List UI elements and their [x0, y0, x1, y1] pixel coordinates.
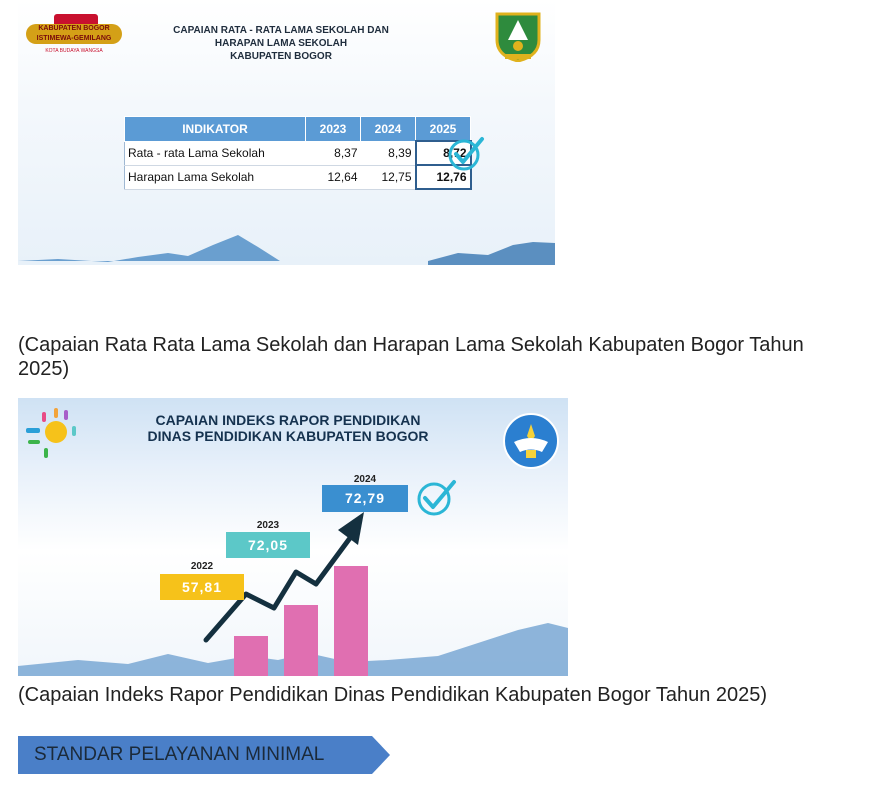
table-header-row [125, 117, 471, 142]
infographic-title [146, 24, 416, 63]
kabupaten-bogor-logo [22, 14, 132, 64]
infographic-education-duration [18, 0, 555, 265]
title-line-3: KABUPATEN BOGOR [230, 51, 332, 62]
header-2025: 2025 [416, 117, 471, 142]
caption-education-index: (Capaian Indeks Rapor Pendidikan Dinas Pendidikan Kabupaten Bogor Tahun 2025) [18, 684, 768, 706]
cell-2024: 12,75 [361, 165, 416, 189]
title-line-1: CAPAIAN RATA - RATA LAMA SEKOLAH DAN [173, 25, 389, 36]
mountain-silhouette-decoration [18, 225, 555, 265]
value-box-2024: 72,79 [322, 485, 408, 512]
table-row [125, 165, 471, 189]
bar-2022 [234, 636, 268, 676]
logo-motto: ISTIMEWA-GEMILANG [36, 35, 112, 42]
caption-education-duration: (Capaian Rata Rata Lama Sekolah dan Harapan Lama Sekolah Kabupaten Bogor Tahun 2025) [18, 334, 804, 380]
infographic-education-index [18, 398, 568, 676]
title-line-2: DINAS PENDIDIKAN KABUPATEN BOGOR [147, 428, 429, 444]
indicator-table [124, 116, 472, 190]
header-2023: 2023 [306, 117, 361, 142]
section-heading-text: STANDAR PELAYANAN MINIMAL [34, 744, 325, 765]
cell-2023: 12,64 [306, 165, 361, 189]
value-box-2022: 57,81 [160, 574, 244, 600]
header-indikator: INDIKATOR [125, 117, 306, 142]
logo-tagline: KOTA BUDAYA WANGSA [45, 48, 103, 54]
row-label: Harapan Lama Sekolah [125, 165, 306, 189]
bogor-regency-emblem-icon [493, 10, 543, 62]
year-label-2023: 2023 [256, 520, 280, 531]
crown-icon [54, 14, 98, 24]
check-circle-icon [446, 135, 486, 171]
row-label: Rata - rata Lama Sekolah [125, 141, 306, 165]
year-label-2022: 2022 [190, 561, 214, 572]
value-box-2023: 72,05 [226, 532, 310, 558]
header-2024: 2024 [361, 117, 416, 142]
bar-2023 [284, 605, 318, 676]
cell-2023: 8,37 [306, 141, 361, 165]
table-row [125, 141, 471, 165]
check-circle-icon [414, 478, 458, 516]
cell-2024: 8,39 [361, 141, 416, 165]
cell-2025: 12,76 [416, 165, 471, 189]
cell-2025: 8,72 [416, 141, 471, 165]
logo-top-text: KABUPATEN BOGOR [38, 25, 110, 32]
title-line-2: HARAPAN LAMA SEKOLAH [214, 38, 348, 49]
title-line-1: CAPAIAN INDEKS RAPOR PENDIDIKAN [155, 412, 421, 428]
logo-ribbon [26, 24, 122, 44]
year-label-2024: 2024 [353, 474, 377, 485]
section-heading [18, 736, 390, 774]
bar-2024 [334, 566, 368, 676]
